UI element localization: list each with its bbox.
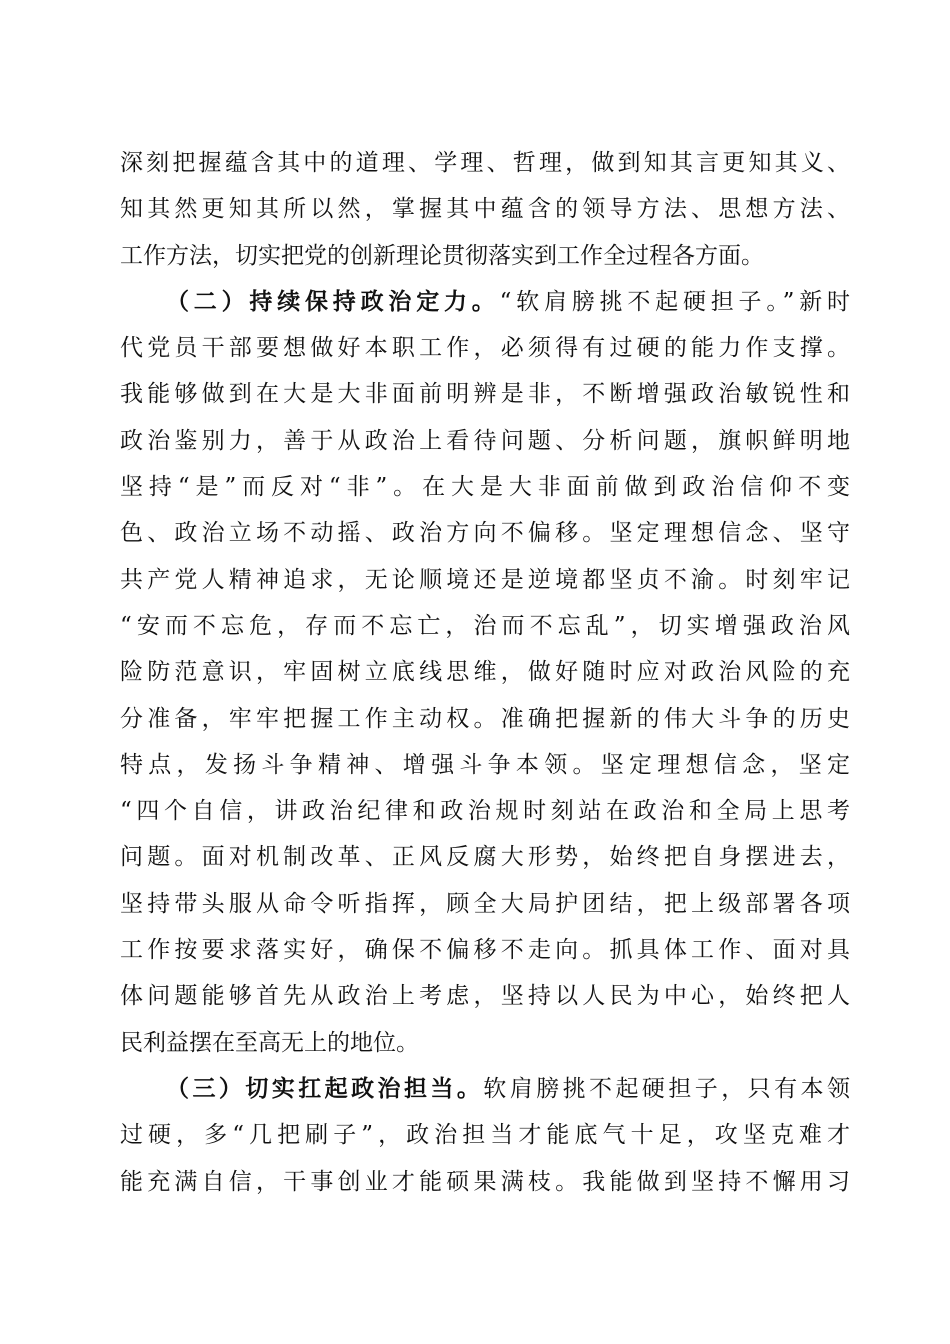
- paragraph-line: 工作按要求落实好，确保不偏移不走向。抓具体工作、面对具: [120, 937, 850, 964]
- paragraph-line: 过硬，多“几把刷子”，政治担当才能底气十足，攻坚克难才: [120, 1122, 850, 1149]
- paragraph-line: 坚持“是”而反对“非”。在大是大非面前做到政治信仰不变: [120, 474, 850, 501]
- paragraph-line: 我能够做到在大是大非面前明辨是非，不断增强政治敏锐性和: [120, 381, 850, 408]
- paragraph-line: 共产党人精神追求，无论顺境还是逆境都坚贞不渝。时刻牢记: [120, 566, 850, 593]
- paragraph-line: 险防范意识，牢固树立底线思维，做好随时应对政治风险的充: [120, 659, 850, 686]
- paragraph-line: 分准备，牢牢把握工作主动权。准确把握新的伟大斗争的历史: [120, 705, 850, 732]
- paragraph-line: 工作方法，切实把党的创新理论贯彻落实到工作全过程各方面。: [120, 242, 764, 269]
- section-text: “软肩膀挑不起硬担子。”新时: [499, 288, 850, 315]
- section-first-line: [120, 279, 850, 325]
- section-heading-3: （三）切实扛起政治担当。: [166, 1074, 484, 1102]
- paragraph-line: “四个自信，讲政治纪律和政治规时刻站在政治和全局上思考: [120, 798, 850, 825]
- section-heading-2: （二）持续保持政治定力。: [166, 287, 500, 315]
- paragraph-line: 知其然更知其所以然，掌握其中蕴含的领导方法、思想方法、: [120, 196, 850, 223]
- paragraph-line: 民利益摆在至高无上的地位。: [120, 1029, 419, 1056]
- section-text: 软肩膀挑不起硬担子，只有本领: [483, 1075, 850, 1102]
- body-text: [120, 140, 850, 1205]
- paragraph-line: 能充满自信，干事创业才能硕果满枝。我能做到坚持不懈用习: [120, 1168, 850, 1195]
- paragraph-line: 特点，发扬斗争精神、增强斗争本领。坚定理想信念，坚定: [120, 751, 850, 778]
- paragraph-line: “安而不忘危，存而不忘亡，治而不忘乱”，切实增强政治风: [120, 612, 850, 639]
- section-first-line: [120, 1066, 850, 1112]
- paragraph-line: 色、政治立场不动摇、政治方向不偏移。坚定理想信念、坚守: [120, 520, 850, 547]
- paragraph-line: 坚持带头服从命令听指挥，顾全大局护团结，把上级部署各项: [120, 890, 850, 917]
- paragraph-line: 体问题能够首先从政治上考虑，坚持以人民为中心，始终把人: [120, 983, 850, 1010]
- paragraph-line: 代党员干部要想做好本职工作，必须得有过硬的能力作支撑。: [120, 335, 850, 362]
- paragraph-line: 政治鉴别力，善于从政治上看待问题、分析问题，旗帜鲜明地: [120, 427, 850, 454]
- paragraph-line: 问题。面对机制改革、正风反腐大形势，始终把自身摆进去，: [120, 844, 850, 871]
- paragraph-line: 深刻把握蕴含其中的道理、学理、哲理，做到知其言更知其义、: [120, 150, 850, 176]
